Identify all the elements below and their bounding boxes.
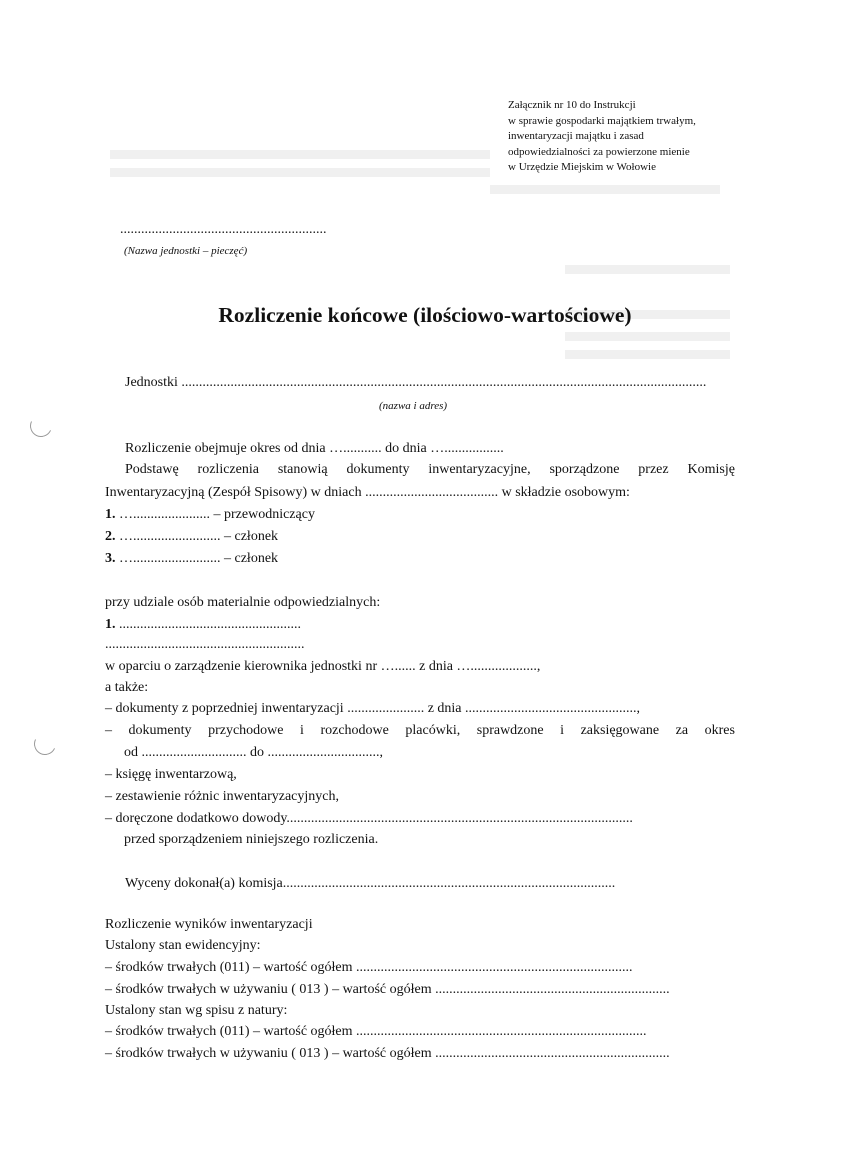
list-word: okres bbox=[704, 723, 735, 738]
basis-word: Podstawę bbox=[125, 462, 179, 477]
list-item-documents-period: od .............................. do ................................, bbox=[124, 745, 383, 760]
list-word: sprawdzone bbox=[476, 723, 544, 738]
attachment-note-line: odpowiedzialności za powierzone mienie bbox=[508, 145, 690, 158]
bleed-through-mark bbox=[110, 150, 490, 159]
participant-line bbox=[105, 617, 301, 633]
participant-dots-line: ......................................................... bbox=[105, 637, 305, 652]
basis-word: dokumenty bbox=[346, 462, 410, 477]
basis-word: inwentaryzacyjne, bbox=[428, 462, 531, 477]
basis-line-2: Inwentaryzacyjną (Zespół Spisowy) w dniach ...................................... w składzie osobowym: bbox=[105, 485, 630, 500]
punch-hole-mark bbox=[27, 412, 55, 440]
also-label: a także: bbox=[105, 680, 149, 695]
list-word: placówki, bbox=[405, 723, 461, 738]
list-item: – dokumenty z poprzedniej inwentaryzacji ...................... z dnia ................................................., bbox=[105, 701, 641, 716]
basis-word: rozliczenia bbox=[197, 462, 259, 477]
records-state-item: – środków trwałych w używaniu ( 013 ) – wartość ogółem ................................................................... bbox=[105, 982, 670, 997]
list-word: przychodowe bbox=[208, 723, 284, 738]
physical-count-item: – środków trwałych (011) – wartość ogółem ................................................................................... bbox=[105, 1024, 647, 1039]
list-word: i bbox=[300, 723, 304, 738]
period-line: Rozliczenie obejmuje okres od dnia …........... do dnia …................. bbox=[125, 441, 504, 456]
attachment-note-line: Załącznik nr 10 do Instrukcji bbox=[508, 99, 636, 111]
list-word: i bbox=[560, 723, 565, 738]
bleed-through-mark bbox=[565, 350, 730, 359]
unit-label: Jednostki bbox=[125, 375, 182, 390]
punch-hole-mark bbox=[31, 730, 59, 758]
committee-member bbox=[105, 529, 278, 545]
attachment-note-line: w Urzędzie Miejskim w Wołowie bbox=[508, 161, 656, 173]
list-word: rozchodowe bbox=[320, 723, 389, 738]
bleed-through-mark bbox=[110, 168, 490, 177]
attachment-note-line: inwentaryzacji majątku i zasad bbox=[508, 130, 644, 142]
participant-dots: .................................................... bbox=[115, 617, 301, 632]
list-word: dokumenty bbox=[128, 723, 192, 738]
records-state-heading: Ustalony stan ewidencyjny: bbox=[105, 938, 261, 953]
unit-caption: (nazwa i adres) bbox=[379, 400, 448, 412]
committee-member bbox=[105, 551, 278, 567]
list-closing: przed sporządzeniem niniejszego rozliczenia. bbox=[124, 832, 379, 847]
results-heading: Rozliczenie wyników inwentaryzacji bbox=[105, 917, 313, 932]
records-state-item: – środków trwałych (011) – wartość ogółem ............................................................................... bbox=[105, 960, 633, 975]
unit-dots: ...................................................................................................................................................... bbox=[181, 375, 707, 390]
basis-word: Komisję bbox=[687, 462, 735, 477]
committee-text: …...................... – przewodniczący bbox=[115, 507, 315, 522]
list-item: – zestawienie różnic inwentaryzacyjnych, bbox=[105, 789, 340, 804]
order-line: w oparciu o zarządzenie kierownika jednostki nr …...... z dnia …..................., bbox=[105, 659, 541, 674]
page-title: Rozliczenie końcowe (ilościowo-wartościowe) bbox=[218, 303, 632, 327]
physical-count-heading: Ustalony stan wg spisu z natury: bbox=[105, 1003, 288, 1018]
committee-text: …......................... – członek bbox=[115, 551, 279, 566]
basis-word: sporządzone bbox=[549, 462, 620, 477]
committee-text: …......................... – członek bbox=[115, 529, 279, 544]
physical-count-item: – środków trwałych w używaniu ( 013 ) – wartość ogółem ................................................................... bbox=[105, 1046, 670, 1061]
attachment-note bbox=[508, 98, 696, 176]
list-word: zaksięgowane bbox=[580, 723, 660, 738]
list-item-documents bbox=[105, 723, 735, 739]
list-item: – księgę inwentarzową, bbox=[105, 767, 237, 782]
committee-number: 2. bbox=[105, 529, 116, 544]
list-item: – doręczone dodatkowo dowody................................................................................................... bbox=[105, 811, 633, 826]
unit-line bbox=[125, 375, 706, 391]
bleed-through-mark bbox=[490, 185, 720, 194]
committee-member bbox=[105, 507, 315, 523]
list-word: za bbox=[675, 723, 689, 738]
unit-name-field: ........................................................... bbox=[120, 222, 327, 237]
valuation-line: Wyceny dokonał(a) komisja............................................................................................... bbox=[125, 876, 616, 891]
basis-line-1 bbox=[125, 462, 735, 478]
basis-word: stanowią bbox=[277, 462, 328, 477]
basis-word: przez bbox=[638, 462, 669, 477]
list-word: – bbox=[105, 723, 112, 738]
participants-intro: przy udziale osób materialnie odpowiedzialnych: bbox=[105, 595, 381, 610]
attachment-note-line: w sprawie gospodarki majątkiem trwałym, bbox=[508, 114, 696, 127]
bleed-through-mark bbox=[565, 332, 730, 341]
bleed-through-mark bbox=[565, 265, 730, 274]
unit-name-caption: (Nazwa jednostki – pieczęć) bbox=[124, 245, 248, 257]
committee-number: 1. bbox=[105, 507, 116, 522]
participant-number: 1. bbox=[105, 617, 116, 632]
committee-number: 3. bbox=[105, 551, 116, 566]
